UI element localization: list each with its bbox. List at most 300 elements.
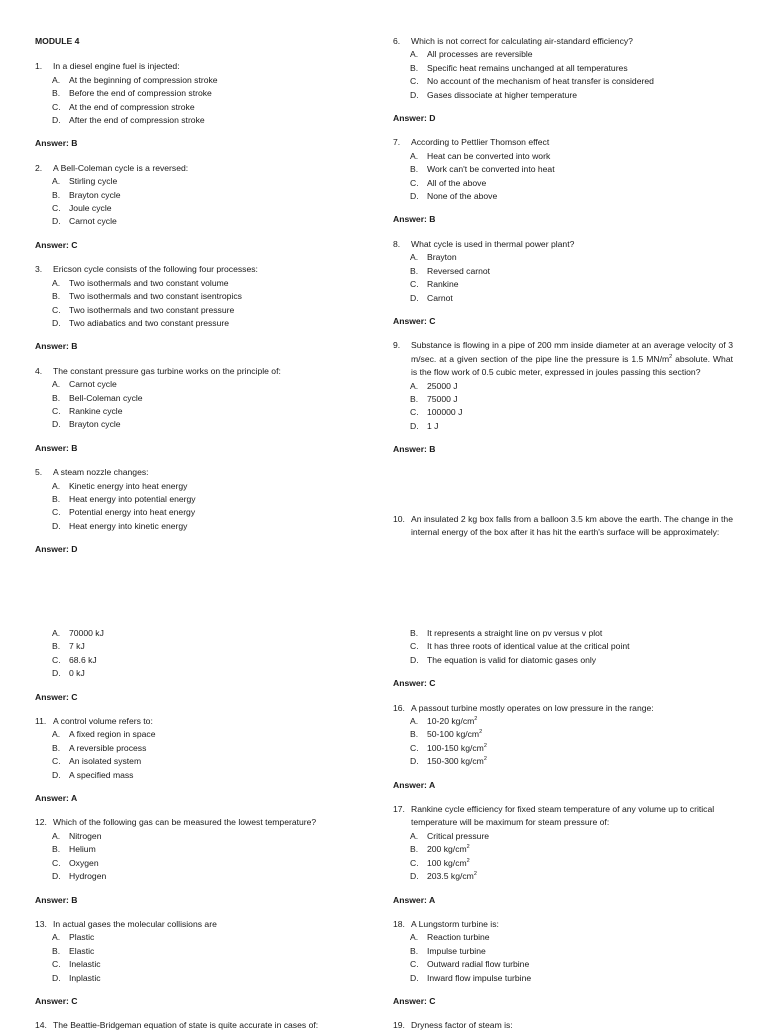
option-d [52,418,375,431]
options-q8 [410,251,733,305]
option-letter: B. [52,945,61,956]
option-a [52,627,375,640]
option-letter: B. [52,88,61,99]
option-text: Rankine cycle [69,405,123,416]
answer-value: C [429,678,436,689]
question-17 [393,803,733,830]
question-number: 19. [393,1020,405,1031]
option-a [52,830,375,843]
option-letter: C. [52,857,61,868]
option-letter: C. [410,959,419,970]
superscript: 2 [483,756,487,763]
answer-value: A [428,779,436,790]
option-text: Brayton cycle [69,419,121,430]
options-q3 [52,277,375,331]
question-text: Dryness factor of steam is: [411,1020,513,1031]
question-number: 14. [35,1020,47,1031]
option-text: Before the end of compression stroke [69,88,212,99]
question-number: 12. [35,817,47,828]
option-d [52,317,375,330]
option-letter: A. [410,830,419,841]
option-letter: B. [52,742,61,753]
option-letter: A. [410,380,419,391]
option-c [410,640,733,653]
option-letter: A. [52,830,61,841]
option-a [52,931,375,944]
question-text: Which is not correct for calculating air-standard efficiency? [411,36,633,46]
answer-label: Answer: [35,239,72,250]
question-19 [393,1019,733,1032]
option-letter: C. [52,959,61,970]
question-5 [35,466,375,479]
option-letter: C. [410,407,419,418]
option-text: Gases dissociate at higher temperature [427,89,577,100]
option-text: Carnot cycle [69,379,117,390]
option-c [52,202,375,215]
question-text: What cycle is used in thermal power plant? [411,238,575,249]
option-text: 0 kJ [69,668,85,679]
page1-left-column [35,35,375,568]
option-text: Brayton cycle [69,189,121,200]
option-text: 100-150 kg/cm [427,742,484,753]
option-text: Impulse turbine [427,945,486,956]
option-a [410,48,733,61]
option-letter: D. [410,292,419,303]
answer-label: Answer: [35,691,72,702]
question-text: Ericson cycle consists of the following four processes: [53,264,258,275]
option-letter: A. [52,932,61,943]
answer-label: Answer: [393,894,429,905]
question-number: 17. [393,804,405,815]
option-d [52,520,375,533]
answer-q4 [35,442,375,455]
answer-value: B [71,341,78,352]
option-text: At the beginning of compression stroke [69,74,218,85]
option-c [52,304,375,317]
option-c [410,958,733,971]
option-text: 150-300 kg/cm [427,756,484,767]
question-text [411,340,733,377]
option-letter: C. [410,857,419,868]
question-number: 1. [35,61,43,72]
option-text: Critical pressure [427,830,490,841]
question-12 [35,816,375,829]
option-b [52,392,375,405]
options-q2 [52,175,375,229]
answer-q6 [393,112,733,125]
option-c [410,742,733,755]
option-d [410,870,733,883]
option-letter: D. [410,191,419,202]
option-letter: D. [410,654,419,665]
question-number: 11. [35,716,47,727]
question-number: 6. [393,36,401,46]
option-letter: C. [52,101,61,112]
option-a [410,830,733,843]
answer-value: B [71,894,78,905]
option-text: No account of the mechanism of heat transfer is considered [427,76,654,87]
option-text: Specific heat remains unchanged at all temperatures [427,62,628,73]
question-text: The constant pressure gas turbine works on the principle of: [53,365,281,376]
options-q11 [52,728,375,782]
options-q16 [410,715,733,769]
option-text: Reaction turbine [427,932,490,943]
option-text: Plastic [69,932,95,943]
option-text: Carnot cycle [69,216,117,227]
answer-q10 [35,691,375,704]
option-letter: B. [410,729,419,740]
answer-label: Answer: [393,779,429,790]
option-c [52,405,375,418]
option-c [410,75,733,88]
question-14 [35,1019,375,1032]
question-16 [393,702,733,715]
answer-label: Answer: [393,214,430,225]
option-c [410,857,733,870]
option-text: A reversible process [69,742,147,753]
option-letter: B. [52,493,61,504]
answer-value: A [428,894,436,905]
option-a [52,728,375,741]
option-letter: C. [410,742,419,753]
question-9 [393,339,733,379]
question-text: The Beattie-Bridgeman equation of state is quite accurate in cases of: [53,1020,319,1031]
option-b [410,62,733,75]
option-d [410,755,733,768]
options-q18 [410,931,733,985]
answer-q3 [35,340,375,353]
options-q1 [52,74,375,128]
question-text: In actual gases the molecular collisions are [53,918,217,929]
option-text: 1 J [427,420,439,431]
question-3 [35,263,375,276]
option-letter: C. [410,641,419,652]
option-b [410,393,733,406]
question-number: 18. [393,918,405,929]
option-c [410,278,733,291]
answer-q12 [35,894,375,907]
option-c [410,177,733,190]
option-letter: B. [410,62,419,73]
question-text: An insulated 2 kg box falls from a balloon 3.5 km above the earth. The change in the internal energy of the box after it has hit the earth's surface will be approximately: [411,513,733,537]
question-number: 16. [393,702,405,713]
question-text: A Bell-Coleman cycle is a reversed: [53,162,189,173]
option-text: Outward radial flow turbine [427,959,530,970]
option-text: At the end of compression stroke [69,101,195,112]
option-d [52,114,375,127]
option-text: It has three roots of identical value at the critical point [427,641,630,652]
options-q9 [410,380,733,434]
question-10 [393,513,733,540]
option-a [410,380,733,393]
superscript: 2 [483,742,487,749]
option-text: Hydrogen [69,871,107,882]
answer-q15 [393,677,733,690]
option-letter: D. [410,89,419,100]
question-text: A passout turbine mostly operates on low pressure in the range: [411,702,654,713]
option-text: Potential energy into heat energy [69,507,196,518]
option-d [410,972,733,985]
option-letter: C. [52,405,61,416]
option-letter: B. [410,628,419,638]
superscript: 2 [669,353,673,360]
option-letter: A. [410,716,419,727]
option-text: Two isothermals and two constant volume [69,277,229,288]
question-number: 10. [393,513,405,524]
options-q4 [52,378,375,432]
option-letter: B. [410,393,419,404]
question-text: In a diesel engine fuel is injected: [53,61,180,72]
option-a [410,715,733,728]
question-2 [35,162,375,175]
option-letter: B. [410,265,419,276]
answer-label: Answer: [393,678,430,689]
option-text: Joule cycle [69,203,112,214]
option-text: 200 kg/cm [427,844,467,855]
option-letter: D. [52,972,61,983]
option-letter: C. [52,304,61,315]
option-text: Heat energy into kinetic energy [69,520,188,531]
question-11 [35,715,375,728]
question-text: A Lungstorm turbine is: [411,918,499,929]
answer-value: C [71,995,78,1006]
option-letter: C. [52,507,61,518]
options-q12 [52,830,375,884]
question-18 [393,918,733,931]
option-a [52,175,375,188]
option-text: Bell-Coleman cycle [69,392,143,403]
question-1 [35,60,375,73]
option-letter: B. [52,641,61,652]
option-text: Heat energy into potential energy [69,493,196,504]
option-text: None of the above [427,191,498,202]
option-text: An isolated system [69,756,142,767]
option-letter: A. [52,74,61,85]
option-letter: B. [52,844,61,855]
option-a [52,378,375,391]
option-text: Kinetic energy into heat energy [69,480,188,491]
option-letter: A. [52,628,61,638]
answer-q7 [393,213,733,226]
option-letter: B. [52,189,61,200]
option-text: The equation is valid for diatomic gases only [427,654,597,665]
question-text: Which of the following gas can be measured the lowest temperature? [53,817,317,828]
question-number: 5. [35,467,43,478]
question-8 [393,238,733,251]
option-d [410,190,733,203]
answer-label: Answer: [35,442,72,453]
option-text: Inward flow impulse turbine [427,972,532,983]
answer-value: C [429,315,436,326]
option-a [410,931,733,944]
answer-value: C [429,995,436,1006]
options-q13 [52,931,375,985]
option-letter: D. [410,871,419,882]
option-text: 25000 J [427,380,458,391]
option-letter: D. [52,520,61,531]
question-text: According to Pettlier Thomson effect [411,137,550,148]
option-b [410,728,733,741]
option-b [52,742,375,755]
answer-q5 [35,543,375,556]
question-text-part: absolute. What is the flow work of 0.5 cubic meter, expressed in joules passing this section? [411,353,733,378]
option-d [410,89,733,102]
options-q6 [410,48,733,102]
option-text: Two adiabatics and two constant pressure [69,317,230,328]
option-letter: A. [52,277,61,288]
question-4 [35,365,375,378]
option-text: 50-100 kg/cm [427,729,480,740]
answer-value: B [71,442,78,453]
options-q5 [52,480,375,534]
option-text: 7 kJ [69,641,85,652]
answer-value: C [71,691,78,702]
answer-label: Answer: [393,444,430,455]
option-letter: A. [52,379,61,390]
option-text: Inelastic [69,959,101,970]
option-text: 70000 kJ [69,628,104,638]
option-letter: B. [52,392,61,403]
option-text: Rankine [427,279,459,290]
question-number: 13. [35,918,47,929]
option-b [52,87,375,100]
option-text: 100 kg/cm [427,857,467,868]
option-text: 203.5 kg/cm [427,871,474,882]
option-text: Carnot [427,292,453,303]
answer-q16 [393,779,733,792]
superscript: 2 [473,871,477,878]
option-c [52,958,375,971]
option-b [52,945,375,958]
option-letter: C. [52,756,61,767]
answer-q2 [35,239,375,252]
option-b [410,265,733,278]
option-text: Two isothermals and two constant isentropics [69,291,242,302]
answer-q9 [393,443,733,456]
option-text: All processes are reversible [427,49,533,60]
option-a [52,480,375,493]
option-b [410,627,733,640]
option-letter: A. [52,480,61,491]
option-a [52,277,375,290]
option-b [52,640,375,653]
superscript: 2 [474,716,478,723]
answer-value: A [70,793,78,804]
answer-value: B [429,214,436,225]
spacer [393,468,733,513]
option-letter: D. [52,317,61,328]
option-letter: C. [52,203,61,214]
option-d [52,870,375,883]
option-a [410,150,733,163]
option-letter: A. [410,932,419,943]
option-letter: D. [52,216,61,227]
option-letter: D. [52,769,61,780]
answer-label: Answer: [35,544,72,555]
question-13 [35,918,375,931]
page2-right-column [393,627,733,1033]
option-text: Inplastic [69,972,101,983]
option-c [52,755,375,768]
option-letter: C. [52,654,61,665]
superscript: 2 [466,857,470,864]
option-letter: C. [410,177,419,188]
option-letter: B. [410,945,419,956]
option-letter: D. [410,420,419,431]
option-letter: A. [410,49,419,60]
option-text: Work can't be converted into heat [427,164,555,175]
option-letter: D. [52,115,61,126]
option-b [52,493,375,506]
question-7 [393,136,733,149]
option-d [52,667,375,680]
option-text: Heat can be converted into work [427,150,551,161]
options-q15 [410,627,733,667]
options-q10 [52,627,375,681]
option-text: Brayton [427,252,457,263]
question-number: 8. [393,238,401,249]
answer-label: Answer: [35,995,72,1006]
option-text: 100000 J [427,407,463,418]
answer-label: Answer: [35,894,72,905]
option-letter: D. [52,668,61,679]
answer-value: B [71,138,78,149]
page1-right-column [393,35,733,539]
option-a [52,74,375,87]
option-c [52,506,375,519]
question-text: Rankine cycle efficiency for fixed steam temperature of any volume up to critical temperature will be maximum for steam pressure of: [411,804,715,828]
answer-q1 [35,137,375,150]
answer-label: Answer: [35,138,72,149]
option-text: All of the above [427,177,487,188]
option-text: 75000 J [427,393,458,404]
option-text: 68.6 kJ [69,654,97,665]
option-letter: D. [52,419,61,430]
option-letter: B. [410,164,419,175]
answer-value: D [429,113,436,124]
superscript: 2 [479,729,483,736]
option-c [52,101,375,114]
answer-label: Answer: [393,113,430,124]
option-c [52,857,375,870]
option-letter: D. [52,871,61,882]
option-text: Helium [69,844,96,855]
option-b [52,290,375,303]
question-number: 4. [35,365,43,376]
option-text: Oxygen [69,857,99,868]
option-letter: A. [52,176,61,187]
page2-left-column [35,627,375,1033]
question-text-part: Substance is flowing in a pipe of 200 mm inside diameter at an average velocity of 3 m/sec. at a given section of the pipe line the pressure is 1.5 MN/m [411,340,733,364]
option-letter: A. [52,729,61,740]
option-b [52,843,375,856]
option-d [410,292,733,305]
option-letter: A. [410,252,419,263]
question-text: A steam nozzle changes: [53,467,149,478]
options-q17 [410,830,733,884]
option-b [52,189,375,202]
option-letter: D. [410,972,419,983]
option-text: Reversed carnot [427,265,491,276]
option-a [410,251,733,264]
question-number: 2. [35,162,43,173]
answer-label: Answer: [35,341,72,352]
answer-label: Answer: [393,315,430,326]
options-q7 [410,150,733,204]
option-d [52,972,375,985]
option-text: A specified mass [69,769,134,780]
option-letter: A. [410,150,419,161]
